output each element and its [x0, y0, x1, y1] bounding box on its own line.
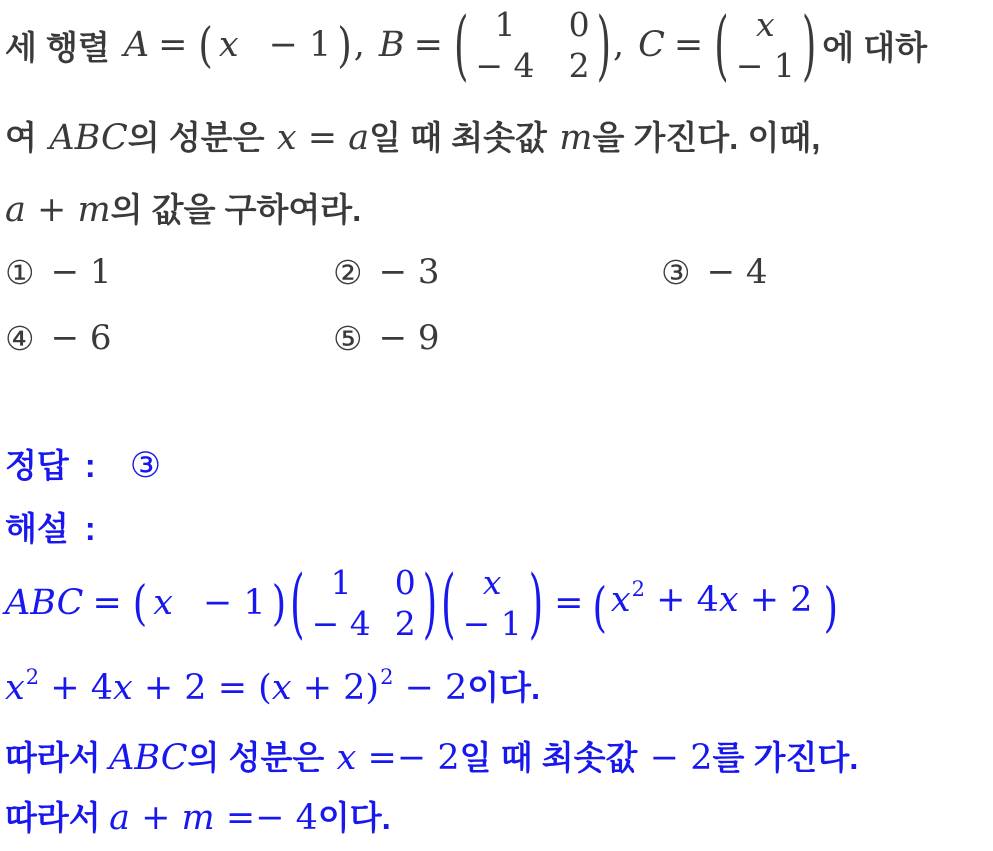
math-value: − 2: [649, 738, 713, 778]
solution-line-3: [5, 732, 858, 784]
left-paren: (: [132, 575, 148, 631]
answer-label: 정답: [5, 447, 69, 484]
matrix-a: [196, 17, 353, 73]
matrix-b-cell-12: 0: [394, 563, 416, 602]
explanation-label-line: [5, 504, 96, 554]
choice-1: [5, 252, 333, 292]
matrix-b-cell-22: 2: [394, 604, 416, 643]
equals-sign: =: [413, 25, 443, 65]
left-paren: (: [198, 17, 213, 73]
circled-3-icon: ③: [661, 252, 691, 292]
right-paren: ): [596, 0, 611, 90]
math-x-equals-a: x = a: [276, 118, 370, 158]
choice-4: [5, 318, 333, 358]
math-abc: ABC: [49, 118, 128, 158]
solution-line-1: [5, 560, 838, 646]
matrix-c-cell-2: − 1: [735, 46, 795, 85]
choice-3-value: − 4: [706, 252, 768, 292]
answer-line: [5, 441, 161, 491]
problem-korean-text: 의 성분은: [127, 119, 265, 156]
matrix-c-cell-1: x: [755, 5, 775, 44]
choice-5-value: − 9: [378, 318, 440, 358]
matrix-c: [441, 558, 544, 648]
choice-3: [661, 252, 989, 292]
right-paren: ): [801, 0, 817, 90]
matrix-b-cell-21: − 4: [475, 46, 535, 85]
circled-2-icon: ②: [333, 252, 363, 292]
matrix-a-cell-2: − 1: [268, 25, 332, 65]
korean-text: 를 가진다.: [712, 739, 859, 776]
problem-line-3: [5, 184, 361, 236]
choice-2-value: − 3: [378, 252, 440, 292]
math-x: x: [610, 580, 631, 621]
math-x: x: [718, 580, 739, 621]
problem-korean-text: 여: [5, 119, 37, 156]
problem-korean-text: 을 가진다. 이때,: [592, 119, 821, 156]
matrix-b-cell-21: − 4: [311, 604, 371, 643]
math-term: + 4: [39, 668, 113, 708]
math-x: x: [5, 668, 25, 708]
problem-korean-text: 세 행렬: [5, 28, 110, 66]
korean-text: 따라서: [5, 799, 101, 836]
circled-4-icon: ④: [5, 318, 35, 358]
solution-line-4: [5, 792, 391, 844]
matrix-c-cell-2: − 1: [462, 604, 522, 643]
problem-korean-text: 의 값을 구하여라.: [110, 191, 362, 228]
equals-sign: =: [554, 583, 584, 623]
matrix-b-cell-22: 2: [568, 46, 590, 85]
explanation-label: 해설: [5, 510, 69, 547]
matrix-b: [290, 558, 438, 648]
korean-suffix: 이다.: [317, 799, 391, 836]
math-term: + 2): [291, 668, 380, 708]
korean-suffix: 이다.: [467, 669, 541, 706]
math-value: − 4: [255, 798, 318, 838]
math-abc: ABC: [109, 738, 188, 778]
right-paren: ): [422, 558, 438, 648]
right-paren: ): [528, 558, 544, 648]
matrix-b-cell-11: 1: [494, 5, 516, 44]
left-paren: (: [441, 558, 456, 648]
equals-sign: =: [92, 583, 122, 623]
math-value: − 2: [396, 738, 460, 778]
math-x: x: [271, 668, 292, 708]
circled-1-icon: ①: [5, 252, 35, 292]
result-expression: [592, 575, 839, 639]
matrix-c-name: C: [638, 25, 665, 65]
equals-sign: =: [673, 25, 704, 65]
problem-line-1: [5, 0, 928, 90]
math-term: + 2 = (: [132, 668, 272, 708]
math-term: − 2: [393, 668, 468, 708]
math-a-plus-m: a + m: [5, 190, 111, 230]
choices-row-1: [5, 248, 989, 296]
matrix-c: [714, 0, 817, 90]
choice-2: [333, 252, 661, 292]
equals-sign: =: [158, 25, 188, 65]
exponent: 2: [380, 665, 394, 689]
problem-korean-text: 에 대하: [822, 28, 928, 66]
right-paren: ): [337, 17, 352, 73]
math-m: m: [559, 118, 593, 158]
choices-row-2: [5, 314, 661, 362]
circled-5-icon: ⑤: [333, 318, 363, 358]
choice-1-value: − 1: [50, 252, 112, 292]
left-paren: (: [453, 0, 469, 90]
comma: ,: [353, 25, 365, 65]
matrix-b-name: B: [378, 25, 405, 65]
choice-4-value: − 6: [50, 318, 112, 358]
math-term: + 2: [738, 580, 824, 621]
korean-text: 따라서: [5, 739, 101, 776]
math-x: x: [112, 668, 133, 708]
right-paren: ): [271, 575, 287, 631]
comma: ,: [613, 25, 625, 65]
left-paren: (: [592, 575, 607, 639]
exponent: 2: [25, 665, 40, 689]
math-a-plus-m-equals: a + m =: [109, 798, 256, 838]
choice-5: [333, 318, 661, 358]
matrix-a-cell-2: − 1: [202, 583, 266, 623]
matrix-b-cell-12: 0: [568, 5, 590, 44]
right-paren: ): [823, 575, 839, 639]
problem-korean-text: 일 때 최솟값: [369, 119, 547, 156]
matrix-a-cell-1: x: [218, 25, 239, 65]
matrix-b: [453, 0, 611, 90]
math-x-equals: x =: [336, 738, 397, 778]
korean-text: 일 때 최솟값: [459, 739, 638, 776]
matrix-c-cell-1: x: [482, 563, 502, 602]
problem-line-2: [5, 112, 820, 164]
solution-line-2: [5, 660, 540, 716]
colon: :: [84, 447, 96, 484]
matrix-a-name: A: [123, 25, 150, 65]
matrix-b-cell-11: 1: [330, 563, 352, 602]
left-paren: (: [290, 558, 305, 648]
matrix-a: [131, 575, 288, 631]
left-paren: (: [714, 0, 729, 90]
colon: :: [84, 510, 96, 547]
exponent: 2: [631, 577, 646, 602]
matrix-a-cell-1: x: [153, 583, 173, 623]
math-abc: ABC: [5, 583, 84, 623]
answer-value: ③: [129, 446, 162, 486]
math-term: + 4: [645, 580, 719, 621]
korean-text: 의 성분은: [187, 739, 325, 776]
